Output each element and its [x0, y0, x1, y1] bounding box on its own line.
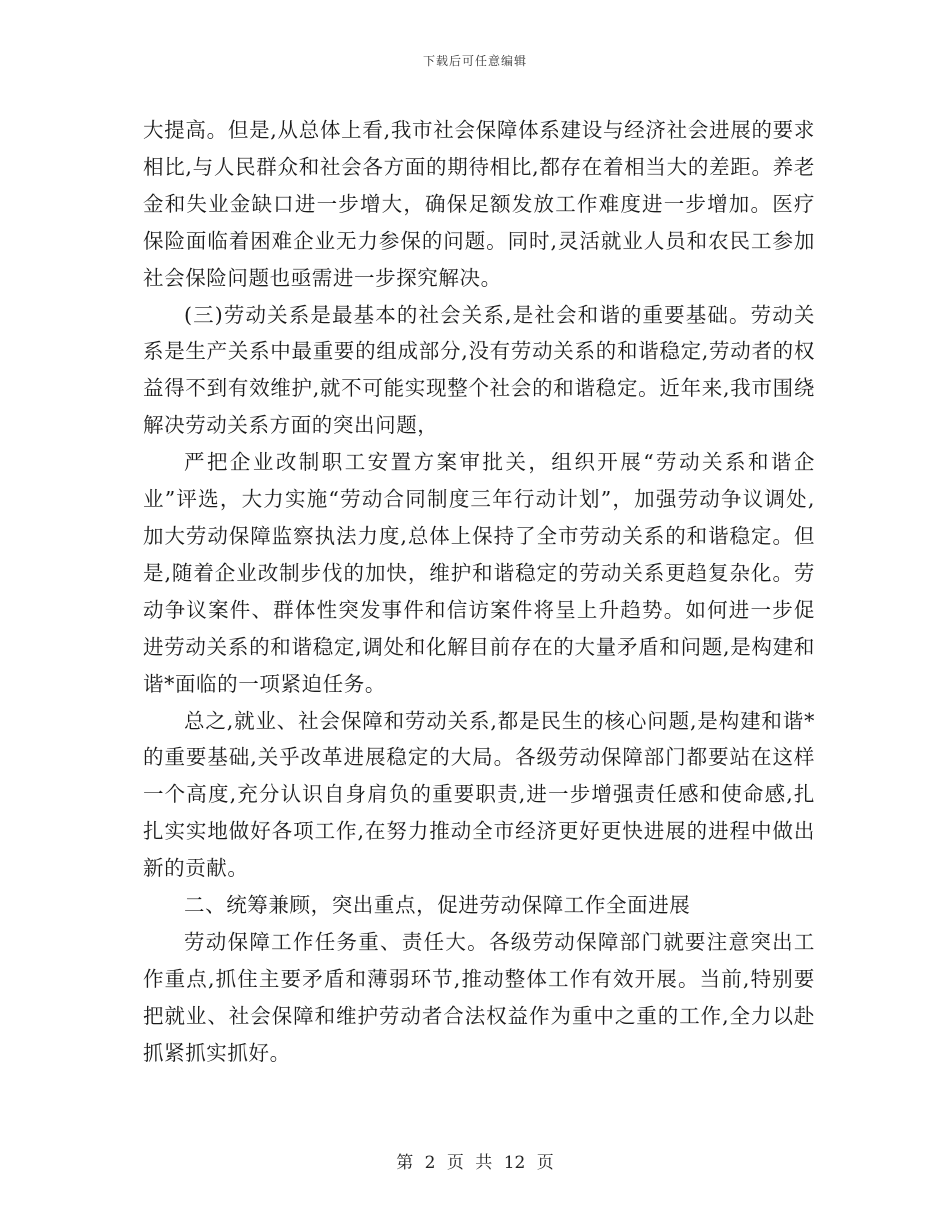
paragraph-social-security-gap: 大提高。但是,从总体上看,我市社会保障体系建设与经济社会进展的要求相比,与人民群众和社会各方面的期待相比,都存在着相当大的差距。养老金和失业金缺口进一步增大，确保足额发放工作难度进一步增加。医疗保险面临着困难企业无力参保的问题。同时,灵活就业人员和农民工参加社会保险问题也亟需进一步探究解决。 — [143, 118, 815, 290]
document-body — [143, 112, 815, 1072]
paragraph-key-priorities: 劳动保障工作任务重、责任大。各级劳动保障部门就要注意突出工作重点,抓住主要矛盾和薄弱环节,推动整体工作有效开展。当前,特别要把就业、社会保障和维护劳动者合法权益作为重中之重的工作,全力以赴抓紧抓实抓好。 — [143, 929, 815, 1065]
section-heading-2: 二、统筹兼顾，突出重点，促进劳动保障工作全面进展 — [184, 893, 691, 918]
paragraph-summary: 总之,就业、社会保障和劳动关系,都是民生的核心问题,是构建和谐*的重要基础,关乎改革进展稳定的大局。各级劳动保障部门都要站在这样一个高度,充分认识自身肩负的重要职责,进一步增强责任感和使命感,扎扎实实地做好各项工作,在努力推动全市经济更好更快进展的进程中做出新的贡献。 — [143, 708, 815, 881]
page-number-footer: 第 2 页 共 12 页 — [396, 1153, 554, 1173]
paragraph-labor-relations-measures: 严把企业改制职工安置方案审批关，组织开展“劳动关系和谐企业”评选，大力实施“劳动合同制度三年行动计划”，加强劳动争议调处,加大劳动保障监察执法力度,总体上保持了全市劳动关系的和谐稳定。但是,随着企业改制步伐的加快，维护和谐稳定的劳动关系更趋复杂化。劳动争议案件、群体性突发事件和信访案件将呈上升趋势。如何进一步促进劳动关系的和谐稳定,调处和化解目前存在的大量矛盾和问题,是构建和谐*面临的一项紧迫任务。 — [143, 450, 815, 696]
page-header: 下载后可任意编辑 — [422, 54, 527, 68]
paragraph-labor-relations-basis: (三)劳动关系是最基本的社会关系,是社会和谐的重要基础。劳动关系是生产关系中最重要的组成部分,没有劳动关系的和谐稳定,劳动者的权益得不到有效维护,就不可能实现整个社会的和谐稳定。近年来,我市围绕解决劳动关系方面的突出问题， — [143, 302, 815, 438]
